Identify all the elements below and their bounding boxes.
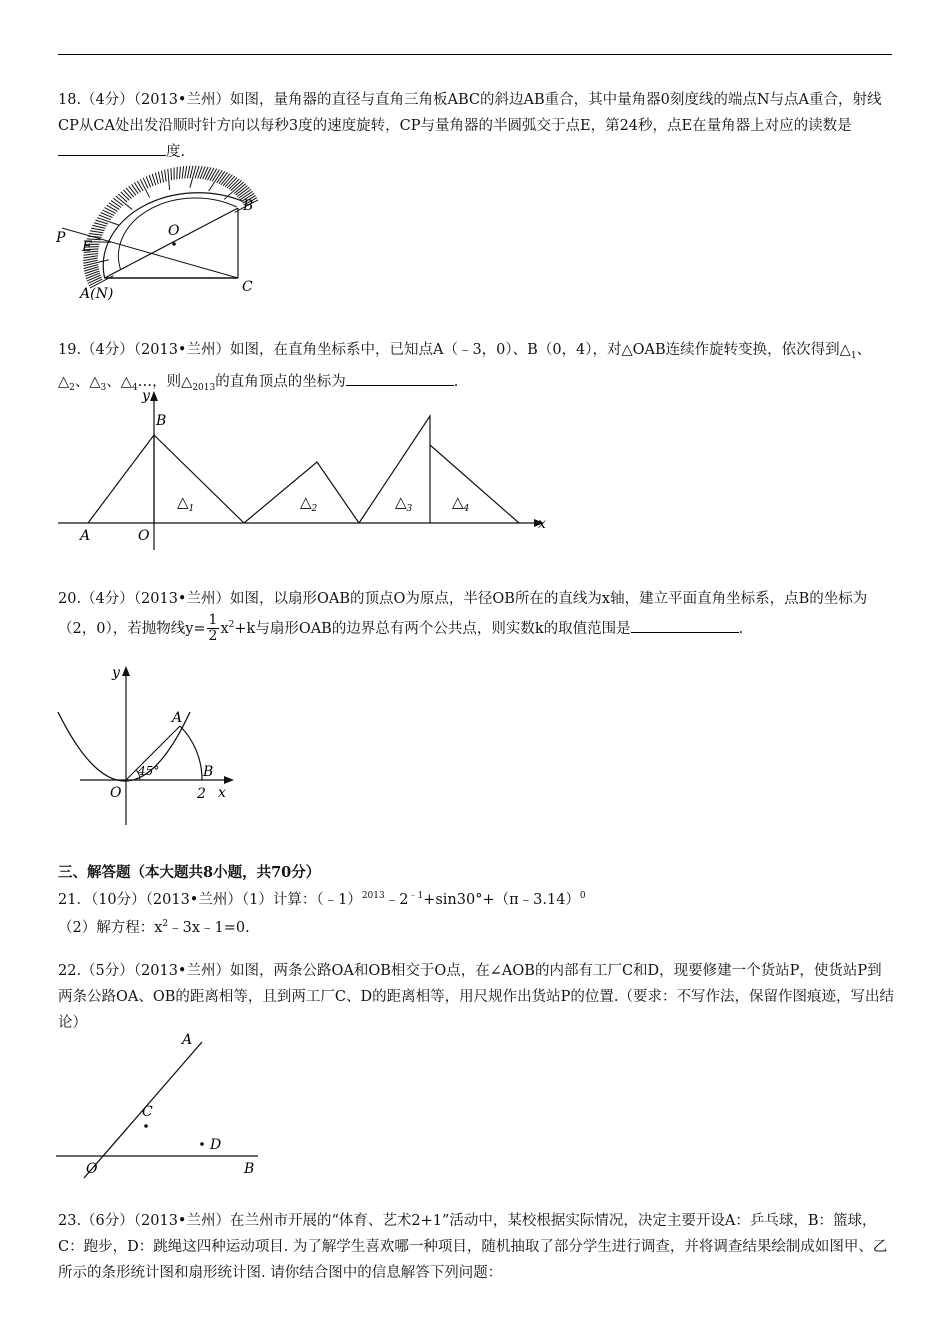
sector-parabola-diagram	[50, 660, 250, 830]
protractor-tick	[89, 233, 103, 235]
protractor-tick	[155, 173, 158, 184]
label-a: A	[182, 1032, 193, 1048]
protractor-tick	[109, 203, 119, 210]
protractor-diagram	[50, 165, 280, 305]
protractor-tick	[85, 269, 99, 274]
label-angle: 45°	[138, 764, 160, 778]
protractor-tick	[121, 192, 130, 200]
protractor-tick	[116, 196, 132, 209]
label-p: P	[56, 230, 66, 246]
protractor-tick	[182, 166, 184, 178]
triangle-4	[430, 445, 519, 523]
protractor-tick	[187, 166, 190, 179]
y-arrow	[122, 666, 130, 676]
label-y: y	[112, 665, 120, 681]
protractor-tick	[90, 231, 103, 233]
label-triangle-4: $\triangle_4$	[452, 493, 470, 514]
label-triangle-3: $\triangle_3$	[395, 493, 413, 514]
triangle-oab	[88, 435, 154, 523]
protractor-tick	[190, 166, 193, 179]
protractor-tick	[93, 225, 106, 228]
answer-blank[interactable]	[346, 369, 454, 386]
label-o: O	[110, 785, 122, 801]
protractor-tick	[203, 167, 208, 179]
protractor-tick	[105, 208, 116, 214]
label-triangle-1: $\triangle_1$	[177, 493, 195, 514]
x-arrow	[224, 776, 234, 784]
protractor-tick	[111, 201, 121, 208]
protractor-tick	[165, 170, 166, 182]
question-19-text: 19.（4分）（2013•兰州）如图，在直角坐标系中，已知点A（﹣3，0）、B（0，4），对△OAB连续作旋转变换，依次得到$\triangle_1$、$\triangle_2$、$\triangle_3$、$\triangle_4\dots$，则$\triangle_{2013}$的直角顶点的坐标为 .	[58, 342, 872, 393]
protractor-tick	[162, 171, 164, 183]
roads-diagram	[50, 1032, 280, 1182]
protractor-tick	[85, 271, 99, 276]
label-a: A	[80, 528, 91, 544]
label-d: D	[210, 1137, 222, 1153]
label-c: C	[142, 1104, 153, 1120]
protractor-tick	[107, 205, 118, 211]
question-21-text: 21．（10分）（2013•兰州）（1）计算：$(﹣1)^{2013}﹣2^{﹣1}+\sin 30^\circ+(\pi﹣3.14)^0$ （2）解方程：$x^2﹣3x﹣1=0$.	[58, 891, 586, 936]
protractor-tick	[123, 190, 131, 199]
protractor-tick	[177, 167, 178, 179]
triangle-1	[154, 435, 244, 523]
label-b: B	[244, 1161, 255, 1177]
protractor-tick	[132, 184, 139, 194]
label-b: B	[203, 764, 214, 780]
rotation-diagram	[50, 385, 560, 550]
protractor-tick	[168, 169, 170, 190]
label-a: A	[172, 710, 183, 726]
protractor-tick	[129, 186, 136, 195]
y-arrow	[150, 391, 158, 401]
protractor-tick	[83, 256, 98, 258]
question-23-text: 23.（6分）（2013•兰州）在兰州市开展的“体育、艺术2+1”活动中，某校根据实际情况，决定主要开设A：乒乓球，B：篮球，C：跑步，D：跳绳这四种运动项目. 为了解学生喜欢哪一种项目，随机抽取了部分学生进行调查，并将调查结果绘制成如图甲、乙所示的条形统计图和扇形统计图. 请你结合图中的信息解答下列问题：	[58, 1213, 888, 1281]
protractor-tick	[185, 166, 187, 178]
label-x: x	[218, 785, 226, 801]
label-x: x	[538, 516, 546, 532]
question-20-text: 20.（4分）（2013•兰州）如图，以扇形OAB的顶点O为原点，半径OB所在的直线为x轴，建立平面直角坐标系，点B的坐标为（2，0），若抛物线y= $\frac{1}{2}$ $x^2+k$与扇形OAB的边界总有两个公共点，则实数k的取值范围是 .	[58, 591, 868, 645]
question-22-text: 22.（5分）（2013•兰州）如图，两条公路OA和OB相交于O点，在∠AOB的内部有工厂C和D，现要修建一个货站P，使货站P到两条公路OA、OB的距离相等，且到两工厂C、D的距离相等，用尺规作出货站P的位置.（要求：不写作法，保留作图痕迹，写出结论）	[58, 963, 894, 1031]
label-c: C	[242, 279, 253, 295]
question-18-text: 18.（4分）（2013•兰州）如图，量角器的直径与直角三角板ABC的斜边AB重合，其中量角器0刻度线的端点N与点A重合，射线CP从CA处出发沿顺时针方向以每秒3度的速度旋转，CP与量角器的半圆弧交于点E，第24秒，点E在量角器上对应的读数是度.	[58, 92, 882, 160]
answer-blank[interactable]	[631, 616, 739, 633]
sector-arc	[180, 726, 202, 780]
protractor-tick	[134, 183, 140, 193]
parabola	[58, 712, 190, 781]
center-o	[172, 242, 176, 246]
protractor-tick	[103, 210, 114, 215]
label-two: 2	[197, 786, 206, 802]
answer-blank[interactable]	[58, 139, 166, 156]
label-triangle-2: $\triangle_2$	[300, 493, 318, 514]
label-e: E	[82, 239, 93, 255]
label-o: O	[138, 528, 150, 544]
label-o: O	[168, 223, 180, 239]
point-c	[144, 1124, 148, 1128]
hypotenuse-ab	[105, 208, 238, 278]
label-y: y	[142, 388, 150, 404]
label-o: O	[86, 1161, 98, 1177]
protractor-tick	[158, 172, 160, 184]
top-rule	[58, 54, 892, 55]
label-b: B	[243, 198, 254, 214]
protractor-tick	[205, 167, 211, 179]
protractor-tick	[118, 194, 127, 202]
label-a-n: A(N)	[80, 286, 114, 302]
protractor-tick	[126, 188, 134, 197]
fraction-half: $\frac{1}{2}$	[208, 612, 218, 645]
label-b: B	[156, 413, 167, 429]
point-d	[200, 1142, 204, 1146]
protractor-tick	[152, 174, 155, 185]
protractor-tick	[113, 198, 123, 205]
protractor-tick	[91, 228, 104, 231]
protractor-tick	[179, 167, 180, 179]
section-heading: 三、解答题（本大题共8小题，共70分）	[58, 864, 321, 881]
